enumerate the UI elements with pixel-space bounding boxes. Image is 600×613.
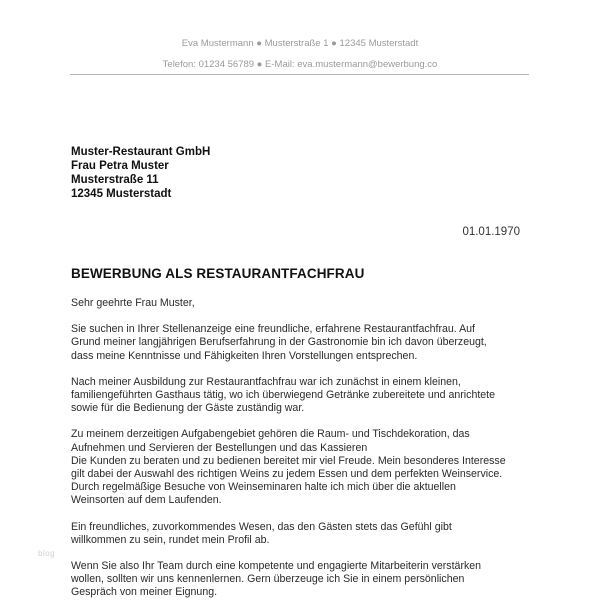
- sender-header: [70, 33, 530, 75]
- recipient-street: Musterstraße 11: [71, 174, 159, 186]
- body-line: Ein freundliches, zuvorkommendes Wesen, das den Gästen stets das Gefühl gibt: [71, 520, 452, 533]
- recipient-city: 12345 Musterstadt: [71, 188, 172, 200]
- body-line: Sie suchen in Ihrer Stellenanzeige eine freundliche, erfahrene Restaurantfachfrau. Auf: [71, 323, 475, 336]
- paragraph: [71, 376, 541, 416]
- body-line: Nach meiner Ausbildung zur Restaurantfachfrau war ich zunächst in einem kleinen,: [71, 375, 461, 388]
- letter-date: 01.01.1970: [462, 226, 520, 238]
- body-line: Wenn Sie also Ihr Team durch eine kompetente und engagierte Mitarbeiterin verstärken: [71, 560, 482, 573]
- letter-subject: BEWERBUNG ALS RESTAURANTFACHFRAU: [71, 266, 365, 281]
- header-divider: [70, 74, 529, 75]
- body-line: Gespräch von meiner Eignung.: [71, 586, 218, 599]
- body-line: Grund meiner langjährigen Berufserfahrung in der Gastronomie bin ich davon überzeugt,: [71, 336, 487, 349]
- paragraph: [71, 323, 541, 363]
- paragraph: [71, 521, 541, 547]
- sender-address-line: Eva Mustermann ● Musterstraße 1 ● 12345 Musterstadt: [181, 38, 419, 49]
- watermark-text: blog: [38, 549, 56, 558]
- sender-contact-line: Telefon: 01234 56789 ● E-Mail: eva.mustermann@bewerbung.co: [162, 59, 438, 70]
- body-line: Durch regelmäßige Besuche von Weinseminaren halte ich mich über die aktuellen: [71, 481, 456, 494]
- body-line: dass meine Kenntnisse und Fähigkeiten Ihren Vorstellungen entsprechen.: [71, 349, 418, 362]
- paragraph: [71, 560, 541, 600]
- body-line: sowie für die Bedienung der Gäste zuständig war.: [71, 402, 305, 415]
- body-line: wollen, sollten wir uns kennenlernen. Gern überzeuge ich Sie in einem persönlichen: [71, 573, 465, 586]
- body-line: Zu meinem derzeitigen Aufgabengebiet gehören die Raum- und Tischdekoration, das: [71, 428, 470, 441]
- salutation: [71, 297, 541, 310]
- body-line: gilt dabei der Auswahl des richtigen Weins zu jedem Essen und dem perfekten Weinservice.: [71, 468, 503, 481]
- body-line: Aufnehmen und Servieren der Bestellungen und das Kassieren: [71, 441, 368, 454]
- paragraph: [71, 428, 541, 507]
- body-line: familiengeführten Gasthaus tätig, wo ich überwiegend Getränke zubereitete und anrichtete: [71, 389, 496, 402]
- body-line: willkommen zu sein, rundet mein Profil ab.: [71, 533, 270, 546]
- recipient-company: Muster-Restaurant GmbH: [71, 146, 211, 158]
- body-line: Die Kunden zu beraten und zu bedienen bereitet mir viel Freude. Mein besonderes Interesse: [71, 454, 506, 467]
- recipient-name: Frau Petra Muster: [71, 160, 169, 172]
- letter-body: [71, 297, 541, 613]
- body-line: Weinsorten auf dem Laufenden.: [71, 494, 222, 507]
- salutation-text: Sehr geehrte Frau Muster,: [71, 297, 195, 309]
- recipient-address: [71, 145, 210, 201]
